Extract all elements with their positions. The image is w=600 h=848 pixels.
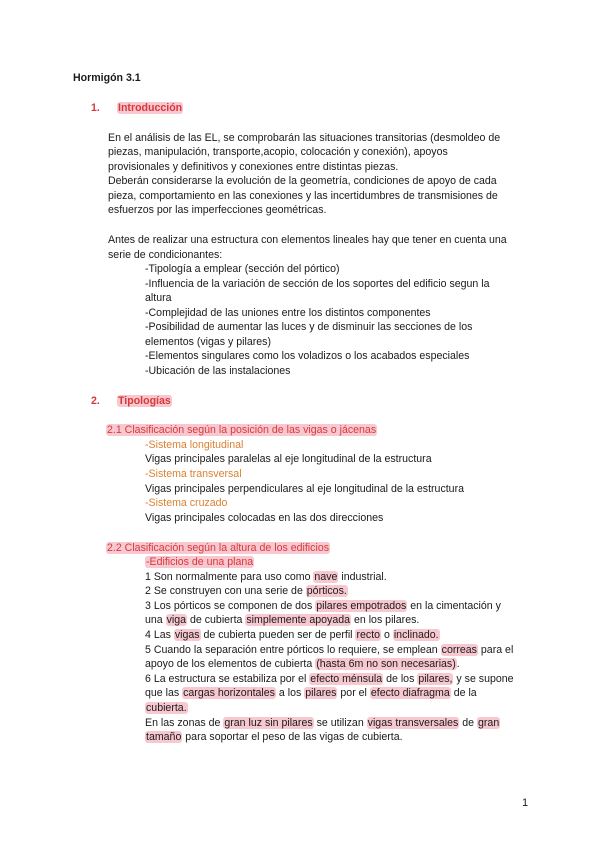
system-description: Vigas principales paralelas al eje longitudinal de la estructura <box>145 453 432 465</box>
subsection-2-1-heading <box>106 423 377 437</box>
section-2-heading <box>91 394 172 408</box>
building-type-label <box>145 555 254 569</box>
paragraph-line: piezas, manipulación, transporte,acopio, colocación y conexión), apoyos <box>108 146 448 158</box>
list-item: -Elementos singulares como los voladizos o los acabados especiales <box>145 350 470 362</box>
content-line: 4 Las vigas de cubierta pueden ser de perfil recto o inclinado. <box>145 629 439 641</box>
system-label: -Sistema transversal <box>145 468 242 480</box>
content-line: 2 Se construyen con una serie de pórticos. <box>145 585 347 597</box>
highlight: vigas transversales <box>367 717 459 729</box>
paragraph-line: pieza, comportamiento en las conexiones y las incertidumbres de transmisiones de <box>108 190 498 202</box>
paragraph-line: Antes de realizar una estructura con elementos lineales hay que tener en cuenta una <box>108 234 507 246</box>
content-line: 6 La estructura se estabiliza por el efecto ménsula de los pilares, y se supone <box>145 673 514 685</box>
highlight: simplemente apoyada <box>246 614 351 626</box>
highlight: viga <box>166 614 187 626</box>
paragraph-line: provisionales y definitivos y conexiones entre distintas piezas. <box>108 161 399 173</box>
system-description: Vigas principales perpendiculares al eje longitudinal de la estructura <box>145 483 464 495</box>
subsection-2-2-heading <box>106 541 330 555</box>
list-item: elementos (vigas y pilares) <box>145 336 271 348</box>
content-line <box>145 701 188 715</box>
section-1-number: 1. <box>91 102 100 114</box>
section-2-title: Tipologías <box>118 395 171 407</box>
highlight: gran luz sin pilares <box>224 717 313 729</box>
content-line: una viga de cubierta simplemente apoyada en los pilares. <box>145 614 420 626</box>
content-line: 5 Cuando la separación entre pórticos lo requiere, se emplean correas para el <box>145 644 514 656</box>
highlight: pilares <box>305 687 337 699</box>
highlight: inclinado. <box>393 629 439 641</box>
section-1-heading <box>91 101 183 115</box>
content-line: En las zonas de gran luz sin pilares se utilizan vigas transversales de gran <box>145 717 500 729</box>
highlight: cubierta. <box>146 702 187 714</box>
highlight: efecto ménsula <box>310 673 383 685</box>
list-item: -Posibilidad de aumentar las luces y de disminuir las secciones de los <box>145 321 473 333</box>
system-label: -Sistema longitudinal <box>145 439 244 451</box>
list-item: altura <box>145 292 172 304</box>
highlight: gran <box>478 717 500 729</box>
content-line: 1 Son normalmente para uso como nave industrial. <box>145 571 387 583</box>
paragraph-line: Deberán considerarse la evolución de la geometría, condiciones de apoyo de cada <box>108 175 497 187</box>
system-label: -Sistema cruzado <box>145 497 228 509</box>
system-description: Vigas principales colocadas en las dos direcciones <box>145 512 384 524</box>
paragraph-line: esfuerzos por las imperfecciones geométricas. <box>108 204 327 216</box>
highlight: efecto diafragma <box>370 687 450 699</box>
list-item: -Influencia de la variación de sección de los soportes del edificio segun la <box>145 278 490 290</box>
content-line: apoyo de los elementos de cubierta (hasta 6m no son necesarias). <box>145 658 460 670</box>
section-1-title: Introducción <box>118 102 183 114</box>
paragraph-line: serie de condicionantes: <box>108 249 223 261</box>
section-2-number: 2. <box>91 395 100 407</box>
document-title: Hormigón 3.1 <box>73 72 141 84</box>
highlight: recto <box>356 629 381 641</box>
highlight: pórticos. <box>306 585 347 597</box>
highlight: pilares, <box>418 673 453 685</box>
highlight: (hasta 6m no son necesarias) <box>316 658 456 670</box>
highlight: nave <box>314 571 338 583</box>
page-number: 1 <box>522 797 529 809</box>
highlight: correas <box>441 644 477 656</box>
list-item: -Complejidad de las uniones entre los distintos componentes <box>145 307 431 319</box>
highlight: vigas <box>174 629 200 641</box>
paragraph-line: En el análisis de las EL, se comprobarán las situaciones transitorias (desmoldeo de <box>108 132 501 144</box>
content-line: que las cargas horizontales a los pilares por el efecto diafragma de la <box>145 687 477 699</box>
list-item: -Ubicación de las instalaciones <box>145 365 291 377</box>
highlight: tamaño <box>146 731 182 743</box>
highlight: cargas horizontales <box>183 687 275 699</box>
subsection-2-2-title: 2.2 Clasificación según la altura de los edificios <box>107 542 330 554</box>
content-line: 3 Los pórticos se componen de dos pilares empotrados en la cimentación y <box>145 600 501 612</box>
building-type-text: -Edificios de una plana <box>146 556 254 568</box>
list-item: -Tipología a emplear (sección del pórtico) <box>145 263 340 275</box>
highlight: pilares empotrados <box>316 600 407 612</box>
content-line: tamaño para soportar el peso de las vigas de cubierta. <box>146 731 403 743</box>
subsection-2-1-title: 2.1 Clasificación según la posición de las vigas o jácenas <box>107 424 377 436</box>
